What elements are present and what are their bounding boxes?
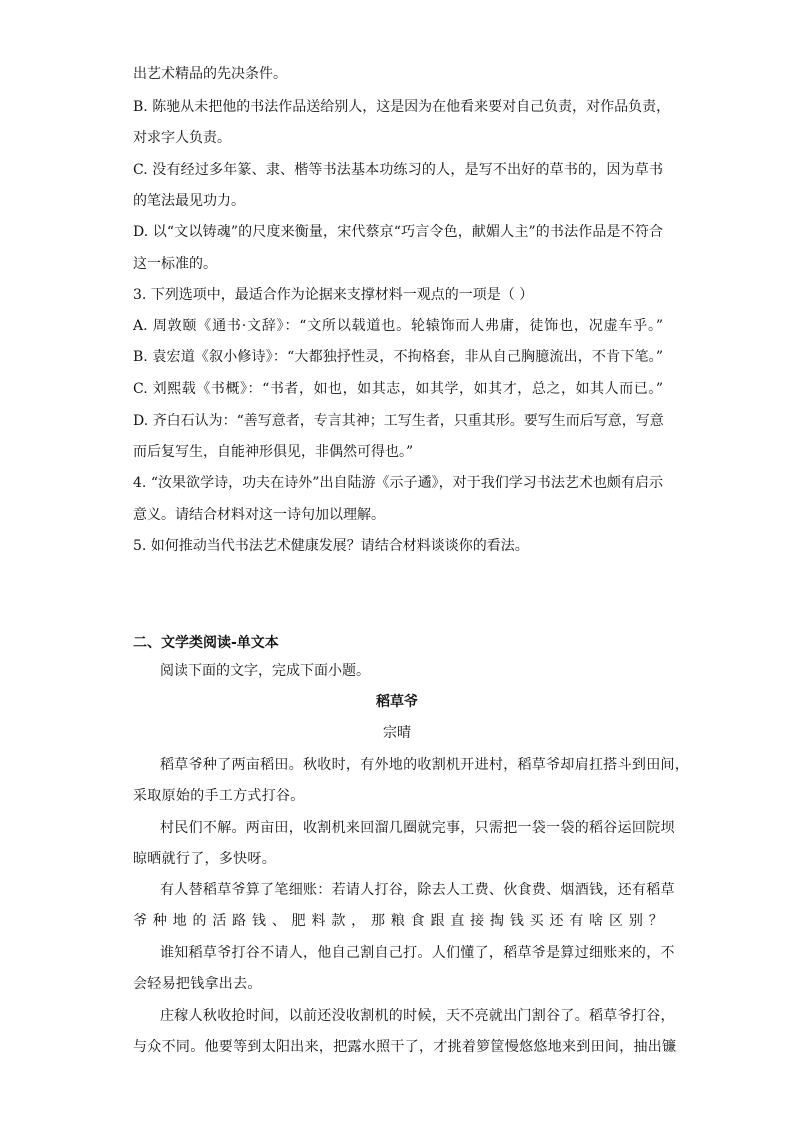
text-line: 意义。请结合材料对这一诗句加以理解。 [133,507,385,523]
text-line: 这一标准的。 [133,256,217,272]
option-d-line: D. 以“文以铸魂”的尺度来衡量，宋代蔡京“巧言令色，献媚人主”的书法作品是不符合 [133,224,663,240]
text-line: 的笔法最见功力。 [133,193,245,209]
story-line: 与众不同。他要等到太阳出来，把露水照干了，才挑着箩筐慢悠悠地来到田间，抽出镰 [133,1039,677,1055]
text-line: 而后复写生，自能神形俱见，非偶然可得也。” [133,444,414,460]
option-c-line: C. 没有经过多年篆、隶、楷等书法基本功练习的人，是写不出好的草书的，因为草书 [133,162,663,178]
instruction-text: 阅读下面的文字，完成下面小题。 [160,663,370,679]
question-5: 5. 如何推动当代书法艺术健康发展？请结合材料谈谈你的看法。 [133,538,529,554]
story-line: 采取原始的手工方式打谷。 [133,788,305,804]
text-line: 对求字人负责。 [133,130,231,146]
q3-option-c: C. 刘熙载《书概》：“书者，如也，如其志，如其学，如其才，总之，如其人而已。” [133,381,663,397]
story-title: 稻草爷 [376,694,418,710]
story-line: 爷种地的活路钱、肥料款，那粮食跟直接掏钱买还有啥区别？ [133,913,663,929]
story-line: 有人替稻草爷算了笔细账：若请人打谷，除去人工费、伙食费、烟酒钱，还有稻草 [160,882,675,898]
section-heading: 二、文学类阅读-单文本 [133,635,279,651]
q3-option-d: D. 齐白石认为：“善写意者，专言其神；工写生者，只重其形。要写生而后写意，写意 [133,413,664,429]
story-line: 谁知稻草爷打谷不请人，他自己割自己打。人们懂了，稻草爷是算过细账来的，不 [160,945,675,961]
story-line: 晾晒就行了，多快呀。 [133,851,276,867]
story-line: 庄稼人秋收抢时间，以前还没收割机的时候，天不亮就出门割谷了。稻草爷打谷， [160,1008,675,1024]
option-b-line: B. 陈驰从未把他的书法作品送给别人，这是因为在他看来要对自己负责，对作品负责， [133,99,671,115]
story-line: 村民们不解。两亩田，收割机来回溜几圈就完事，只需把一袋一袋的稻谷运回院坝 [160,820,675,836]
question-4: 4. “汝果欲学诗，功夫在诗外”出自陆游《示子遹》，对于我们学习书法艺术也颇有启示 [133,475,663,491]
story-line: 会轻易把钱拿出去。 [133,976,262,992]
question-3: 3. 下列选项中，最适合作为论据来支撑材料一观点的一项是（ ） [133,287,534,303]
q3-option-a: A. 周敦颐《通书·文辞》：“文所以载道也。轮辕饰而人弗庸，徒饰也，况虚车乎。” [133,318,663,334]
text-line: 出艺术精品的先决条件。 [133,66,287,82]
q3-option-b: B. 袁宏道《叙小修诗》：“大都独抒性灵，不拘格套，非从自己胸臆流出，不肯下笔。” [133,349,663,365]
story-author: 宗晴 [383,725,411,741]
story-line: 稻草爷种了两亩稻田。秋收时，有外地的收割机开进村，稻草爷却肩扛搭斗到田间， [160,757,690,773]
